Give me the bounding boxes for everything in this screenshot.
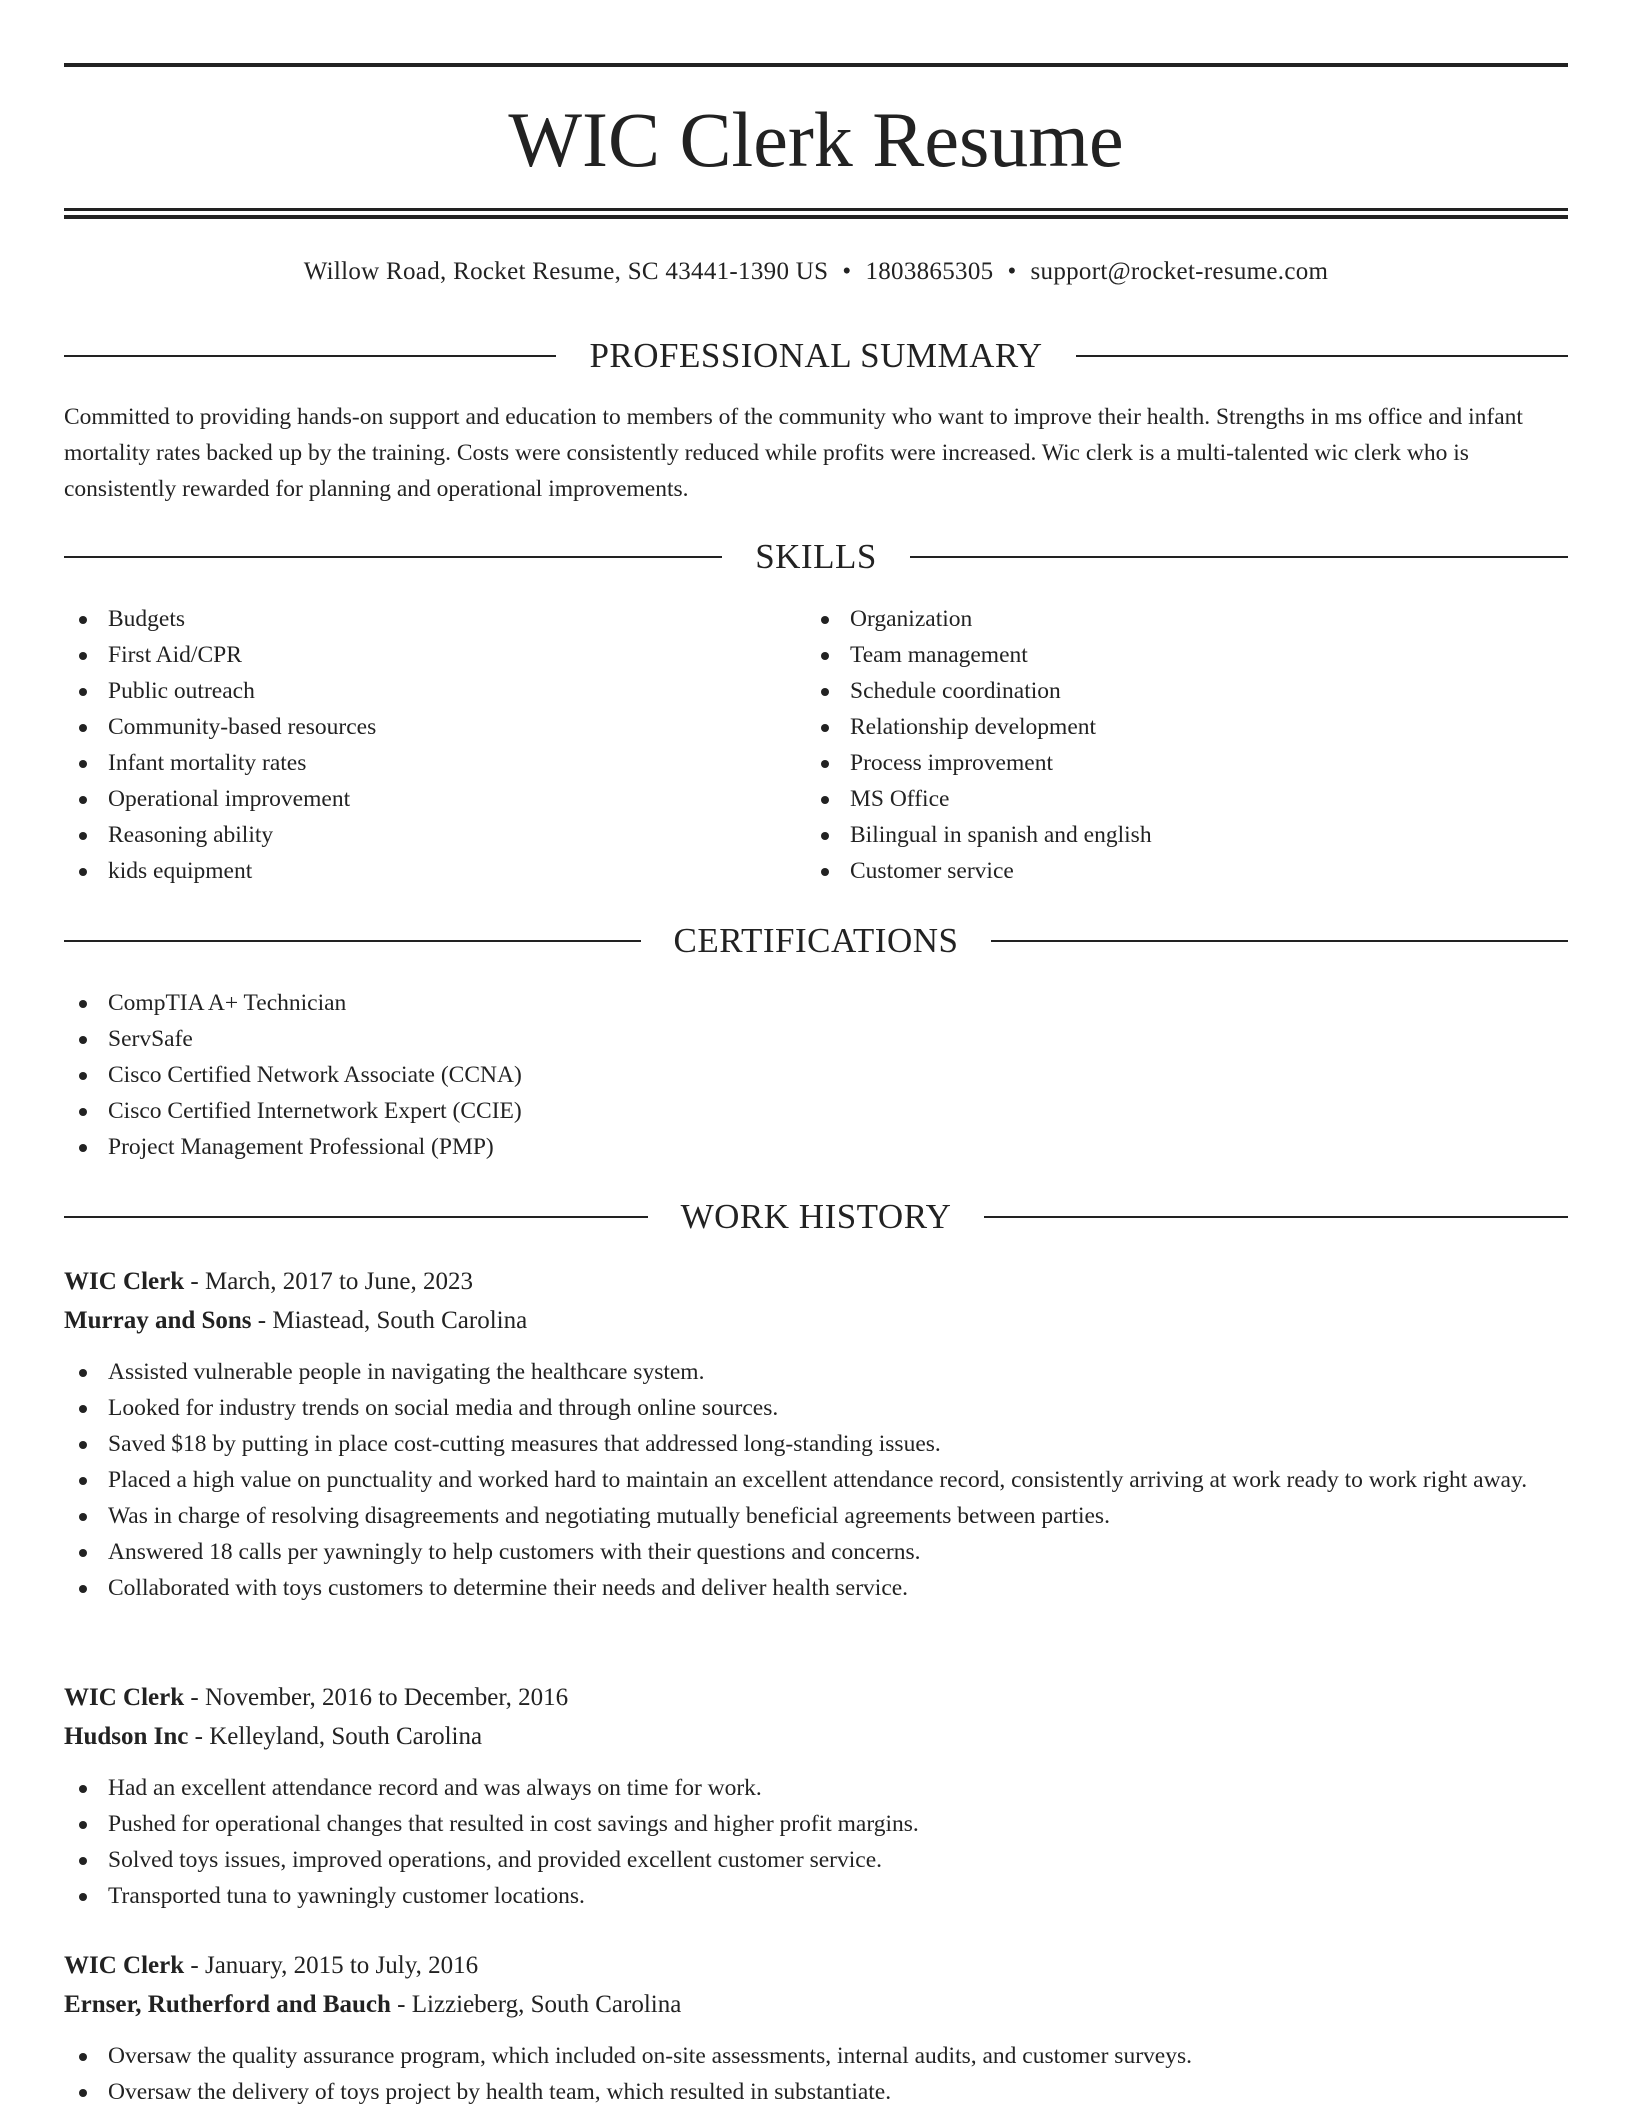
section-rule-left <box>64 940 641 942</box>
title-divider-upper <box>64 208 1568 211</box>
job-title: WIC Clerk <box>64 1952 185 1979</box>
job-dates: - March, 2017 to June, 2023 <box>184 1268 473 1295</box>
section-header-work-history <box>64 1195 1568 1239</box>
section-title-summary: PROFESSIONAL SUMMARY <box>589 336 1043 375</box>
job-location: - Kelleyland, South Carolina <box>188 1723 483 1750</box>
job-company: Murray and Sons <box>64 1307 252 1334</box>
section-rule-right <box>910 556 1568 558</box>
job-bullet-item: Oversaw the delivery of toys project by health team, which resulted in substantiate. <box>64 2074 1568 2110</box>
skill-item: Schedule coordination <box>806 673 1566 709</box>
contact-phone: 1803865305 <box>865 258 994 285</box>
skill-item: First Aid/CPR <box>64 637 804 673</box>
job-title: WIC Clerk <box>64 1268 185 1295</box>
job-bullet-item: Oversaw the quality assurance program, which included on-site assessments, internal audits, and customer surveys. <box>64 2038 1568 2074</box>
section-rule-left <box>64 1216 648 1218</box>
job-location: - Lizzieberg, South Carolina <box>390 1991 682 2018</box>
certification-item: Project Management Professional (PMP) <box>64 1129 1568 1165</box>
job-bullet-item: Pushed for operational changes that resulted in cost savings and higher profit margins. <box>64 1806 1568 1842</box>
section-rule-left <box>64 556 722 558</box>
job-company: Hudson Inc <box>64 1723 189 1750</box>
job-bullet-item: Was in charge of resolving disagreements and negotiating mutually beneficial agreements between parties. <box>64 1498 1568 1534</box>
section-title-skills: SKILLS <box>755 537 877 576</box>
skill-item: Process improvement <box>806 745 1566 781</box>
job-bullet-item: Looked for industry trends on social media and through online sources. <box>64 1390 1568 1426</box>
contact-email[interactable]: support@rocket-resume.com <box>1030 258 1329 285</box>
top-divider <box>64 63 1568 67</box>
certifications-list <box>64 985 1568 1165</box>
skill-item: Customer service <box>806 853 1566 889</box>
contact-separator: • <box>1007 258 1017 285</box>
skill-item: Community-based resources <box>64 709 804 745</box>
skill-item: kids equipment <box>64 853 804 889</box>
job-bullets <box>64 1354 1568 1606</box>
certification-item: Cisco Certified Network Associate (CCNA) <box>64 1057 1568 1093</box>
job-title-line <box>64 1678 1568 1717</box>
section-title-certifications: CERTIFICATIONS <box>673 921 959 960</box>
contact-separator: • <box>842 258 852 285</box>
job-bullet-item: Solved toys issues, improved operations, and provided excellent customer service. <box>64 1842 1568 1878</box>
certification-item: ServSafe <box>64 1021 1568 1057</box>
section-header-skills <box>64 535 1568 579</box>
job-bullet-item: Collaborated with toys customers to determine their needs and deliver health service. <box>64 1570 1568 1606</box>
skill-item: Relationship development <box>806 709 1566 745</box>
section-rule-right <box>1076 355 1568 357</box>
skill-item: Public outreach <box>64 673 804 709</box>
job-company-line <box>64 1301 1568 1340</box>
section-rule-right <box>991 940 1568 942</box>
job-dates: - November, 2016 to December, 2016 <box>184 1684 569 1711</box>
skill-item: Operational improvement <box>64 781 804 817</box>
job-entry <box>64 1262 1568 1606</box>
section-rule-left <box>64 355 556 357</box>
skill-item: Budgets <box>64 601 804 637</box>
job-bullet-item: Answered 18 calls per yawningly to help customers with their questions and concerns. <box>64 1534 1568 1570</box>
job-bullet-item: Saved $18 by putting in place cost-cutting measures that addressed long-standing issues. <box>64 1426 1568 1462</box>
skill-item: Reasoning ability <box>64 817 804 853</box>
job-bullet-item: Assisted vulnerable people in navigating the healthcare system. <box>64 1354 1568 1390</box>
job-dates: - January, 2015 to July, 2016 <box>184 1952 479 1979</box>
skill-item: Bilingual in spanish and english <box>806 817 1566 853</box>
job-entry <box>64 1678 1568 1914</box>
job-company: Ernser, Rutherford and Bauch <box>64 1991 391 2018</box>
certification-item: Cisco Certified Internetwork Expert (CCIE) <box>64 1093 1568 1129</box>
certification-item: CompTIA A+ Technician <box>64 985 1568 1021</box>
job-title-line <box>64 1946 1568 1985</box>
job-company-line <box>64 1717 1568 1756</box>
section-header-certifications <box>64 919 1568 963</box>
skill-item: Infant mortality rates <box>64 745 804 781</box>
skill-item: Organization <box>806 601 1566 637</box>
section-rule-right <box>984 1216 1568 1218</box>
skills-list-left <box>64 601 804 889</box>
contact-address: Willow Road, Rocket Resume, SC 43441-1390 US <box>303 258 829 285</box>
skill-item: MS Office <box>806 781 1566 817</box>
contact-line <box>64 254 1568 290</box>
job-entry <box>64 1946 1568 2110</box>
job-title: WIC Clerk <box>64 1684 185 1711</box>
section-header-summary <box>64 334 1568 378</box>
title-divider-lower <box>64 215 1568 219</box>
section-title-work-history: WORK HISTORY <box>680 1197 952 1236</box>
resume-title: WIC Clerk Resume <box>508 96 1124 183</box>
job-bullet-item: Transported tuna to yawningly customer locations. <box>64 1878 1568 1914</box>
job-bullets <box>64 2038 1568 2110</box>
summary-text: Committed to providing hands-on support and education to members of the community who want to improve their health. Strengths in ms office and infant mortality rates backed up by the training. Costs were consistently reduced while profits were increased. Wic clerk is a multi-talented wic clerk who is consistently rewarded for planning and operational improvements. <box>64 404 1523 502</box>
skills-list-right <box>806 601 1566 889</box>
job-bullet-item: Had an excellent attendance record and was always on time for work. <box>64 1770 1568 1806</box>
job-title-line <box>64 1262 1568 1301</box>
job-bullets <box>64 1770 1568 1914</box>
job-company-line <box>64 1985 1568 2024</box>
job-location: - Miastead, South Carolina <box>251 1307 528 1334</box>
skill-item: Team management <box>806 637 1566 673</box>
job-bullet-item: Placed a high value on punctuality and worked hard to maintain an excellent attendance record, consistently arriving at work ready to work right away. <box>64 1462 1568 1498</box>
